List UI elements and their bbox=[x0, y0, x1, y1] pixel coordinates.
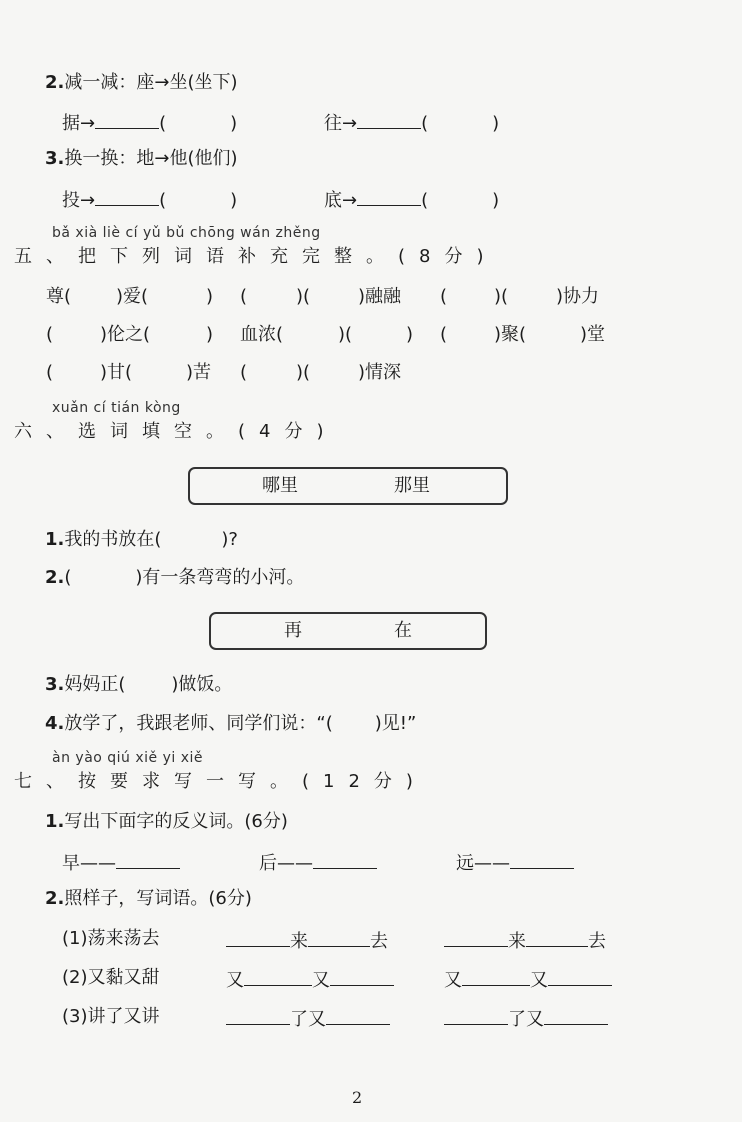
q4-sub3-answer-b: 底→ ( ) bbox=[324, 187, 499, 212]
answer-blank[interactable] bbox=[116, 850, 180, 869]
answer-blank[interactable] bbox=[308, 928, 370, 947]
answer-blank[interactable] bbox=[244, 967, 312, 986]
q4-sub3-number: 3. bbox=[45, 148, 65, 169]
sentence-text: 放学了，我跟老师、同学们说：“( bbox=[64, 713, 333, 734]
answer-blank[interactable] bbox=[326, 1006, 390, 1025]
pattern-answer bbox=[226, 1006, 390, 1031]
pattern-example: (3)讲了又讲 bbox=[62, 1006, 160, 1027]
pattern-char: 来 bbox=[508, 931, 526, 952]
word-choice-box-2 bbox=[209, 612, 487, 650]
q5-pinyin: bǎ xià liè cí yǔ bǔ chōng wán zhěng bbox=[52, 225, 321, 241]
q4-sub3-b-label: 底→ bbox=[324, 190, 358, 211]
pattern-answer bbox=[226, 967, 394, 992]
pattern-answer bbox=[444, 928, 606, 953]
q5-row2-seg: )( bbox=[338, 324, 353, 345]
q5-row1-seg: )( bbox=[296, 286, 311, 307]
q6-sentence-3 bbox=[45, 674, 232, 696]
antonym-prompt: 后—— bbox=[259, 853, 313, 874]
sentence-text: 妈妈正( bbox=[64, 674, 126, 695]
antonym-item bbox=[259, 850, 377, 875]
sentence-text: )见!” bbox=[374, 713, 417, 734]
q6-s2-number: 2. bbox=[45, 567, 65, 588]
q5-row1-seg: )融融 bbox=[358, 286, 402, 307]
answer-blank[interactable] bbox=[510, 850, 574, 869]
sentence-text: )做饭。 bbox=[171, 674, 233, 695]
antonym-item bbox=[62, 850, 180, 875]
pattern-char: 又 bbox=[444, 970, 462, 991]
q7-p1-text: 写出下面字的反义词。(6分) bbox=[64, 811, 288, 832]
antonym-prompt: 远—— bbox=[456, 853, 510, 874]
choice-word[interactable]: 再 bbox=[284, 620, 302, 641]
sentence-text: )有一条弯弯的小河。 bbox=[135, 567, 305, 588]
pattern-answer bbox=[444, 1006, 608, 1031]
q5-row2-seg: )堂 bbox=[580, 324, 606, 345]
q6-s4-number: 4. bbox=[45, 713, 65, 734]
pattern-char: 来 bbox=[290, 931, 308, 952]
word-choice-box-1 bbox=[188, 467, 508, 505]
antonym-prompt: 早—— bbox=[62, 853, 116, 874]
q6-pinyin: xuǎn cí tián kòng bbox=[52, 400, 181, 416]
q4-sub3-answer-a: 投→ ( ) bbox=[62, 187, 237, 212]
pattern-char: 又 bbox=[312, 970, 330, 991]
answer-blank[interactable] bbox=[526, 928, 588, 947]
q5-row3-seg: )苦 bbox=[186, 362, 212, 383]
sentence-text: ( bbox=[64, 567, 72, 588]
q6-s3-number: 3. bbox=[45, 674, 65, 695]
answer-blank[interactable] bbox=[548, 967, 612, 986]
page-number: 2 bbox=[352, 1088, 363, 1107]
answer-blank[interactable] bbox=[226, 1006, 290, 1025]
pattern-char: 又 bbox=[530, 970, 548, 991]
sentence-text: 我的书放在( bbox=[64, 529, 162, 550]
q6-sentence-4 bbox=[45, 713, 416, 735]
q4-sub3-a-label: 投→ bbox=[62, 190, 96, 211]
pattern-answer bbox=[226, 928, 388, 953]
q5-row2-seg: )聚( bbox=[494, 324, 527, 345]
q6-title: 六、选词填空。(4分) bbox=[14, 421, 338, 442]
q7-p2-number: 2. bbox=[45, 888, 65, 909]
q7-part2-heading bbox=[45, 888, 252, 910]
q5-row1-seg: ) bbox=[206, 286, 214, 307]
q6-sentence-2 bbox=[45, 567, 304, 589]
q7-p1-number: 1. bbox=[45, 811, 65, 832]
answer-blank[interactable] bbox=[462, 967, 530, 986]
q5-row3-seg: )甘( bbox=[100, 362, 133, 383]
q5-row2-seg: )伦之( bbox=[100, 324, 151, 345]
q5-row2-seg: 血浓( bbox=[240, 324, 284, 345]
q4-sub2-a-label: 据→ bbox=[62, 113, 96, 134]
q4-sub2-line bbox=[45, 72, 238, 94]
q4-sub2-answer-b: 往→ ( ) bbox=[324, 110, 499, 135]
choice-word[interactable]: 那里 bbox=[394, 475, 430, 496]
q5-row2-seg: ( bbox=[440, 324, 448, 345]
q5-row2-seg: ( bbox=[46, 324, 54, 345]
q5-row3-seg: )情深 bbox=[358, 362, 402, 383]
q4-sub2-b-label: 往→ bbox=[324, 113, 358, 134]
pattern-char: 了又 bbox=[290, 1009, 326, 1030]
q5-row1-seg: )协力 bbox=[556, 286, 600, 307]
q5-row1-seg: )( bbox=[494, 286, 509, 307]
q5-title: 五、把下列词语补充完整。(8分) bbox=[14, 246, 498, 267]
q4-sub2-answer-a: 据→ ( ) bbox=[62, 110, 237, 135]
answer-blank[interactable] bbox=[330, 967, 394, 986]
pattern-answer bbox=[444, 967, 612, 992]
pattern-char: 去 bbox=[370, 931, 388, 952]
q4-sub3-line bbox=[45, 148, 238, 170]
q4-sub2-number: 2. bbox=[45, 72, 65, 93]
pattern-char: 又 bbox=[226, 970, 244, 991]
pattern-char: 了又 bbox=[508, 1009, 544, 1030]
answer-blank[interactable] bbox=[544, 1006, 608, 1025]
q5-row3-seg: )( bbox=[296, 362, 311, 383]
answer-blank[interactable] bbox=[95, 187, 159, 206]
q5-row1-seg: ( bbox=[440, 286, 448, 307]
q4-sub2-text: 减一减：座→坐(坐下) bbox=[64, 72, 238, 93]
q7-p2-text: 照样子，写词语。(6分) bbox=[64, 888, 252, 909]
q4-sub3-text: 换一换：地→他(他们) bbox=[64, 148, 238, 169]
q5-row2-seg: ) bbox=[406, 324, 414, 345]
answer-blank[interactable] bbox=[357, 110, 421, 129]
q7-pinyin: àn yào qiú xiě yi xiě bbox=[52, 750, 204, 766]
q7-title: 七、按要求写一写。(12分) bbox=[14, 771, 427, 792]
pattern-example: (2)又黏又甜 bbox=[62, 967, 160, 988]
answer-blank[interactable] bbox=[226, 928, 290, 947]
answer-blank[interactable] bbox=[444, 1006, 508, 1025]
q5-row1-seg: 尊( bbox=[46, 286, 72, 307]
choice-word[interactable]: 哪里 bbox=[262, 475, 298, 496]
q6-sentence-1 bbox=[45, 529, 238, 551]
q6-s1-number: 1. bbox=[45, 529, 65, 550]
answer-blank[interactable] bbox=[95, 110, 159, 129]
sentence-text: )? bbox=[221, 529, 238, 550]
q5-row2-seg: ) bbox=[206, 324, 214, 345]
q5-row1-seg: ( bbox=[240, 286, 248, 307]
answer-blank[interactable] bbox=[444, 928, 508, 947]
q5-row3-seg: ( bbox=[46, 362, 54, 383]
antonym-item bbox=[456, 850, 574, 875]
q7-part1-heading bbox=[45, 811, 288, 833]
pattern-char: 去 bbox=[588, 931, 606, 952]
answer-blank[interactable] bbox=[313, 850, 377, 869]
answer-blank[interactable] bbox=[357, 187, 421, 206]
choice-word[interactable]: 在 bbox=[394, 620, 412, 641]
pattern-example: (1)荡来荡去 bbox=[62, 928, 160, 949]
q5-row3-seg: ( bbox=[240, 362, 248, 383]
q5-row1-seg: )爱( bbox=[116, 286, 149, 307]
